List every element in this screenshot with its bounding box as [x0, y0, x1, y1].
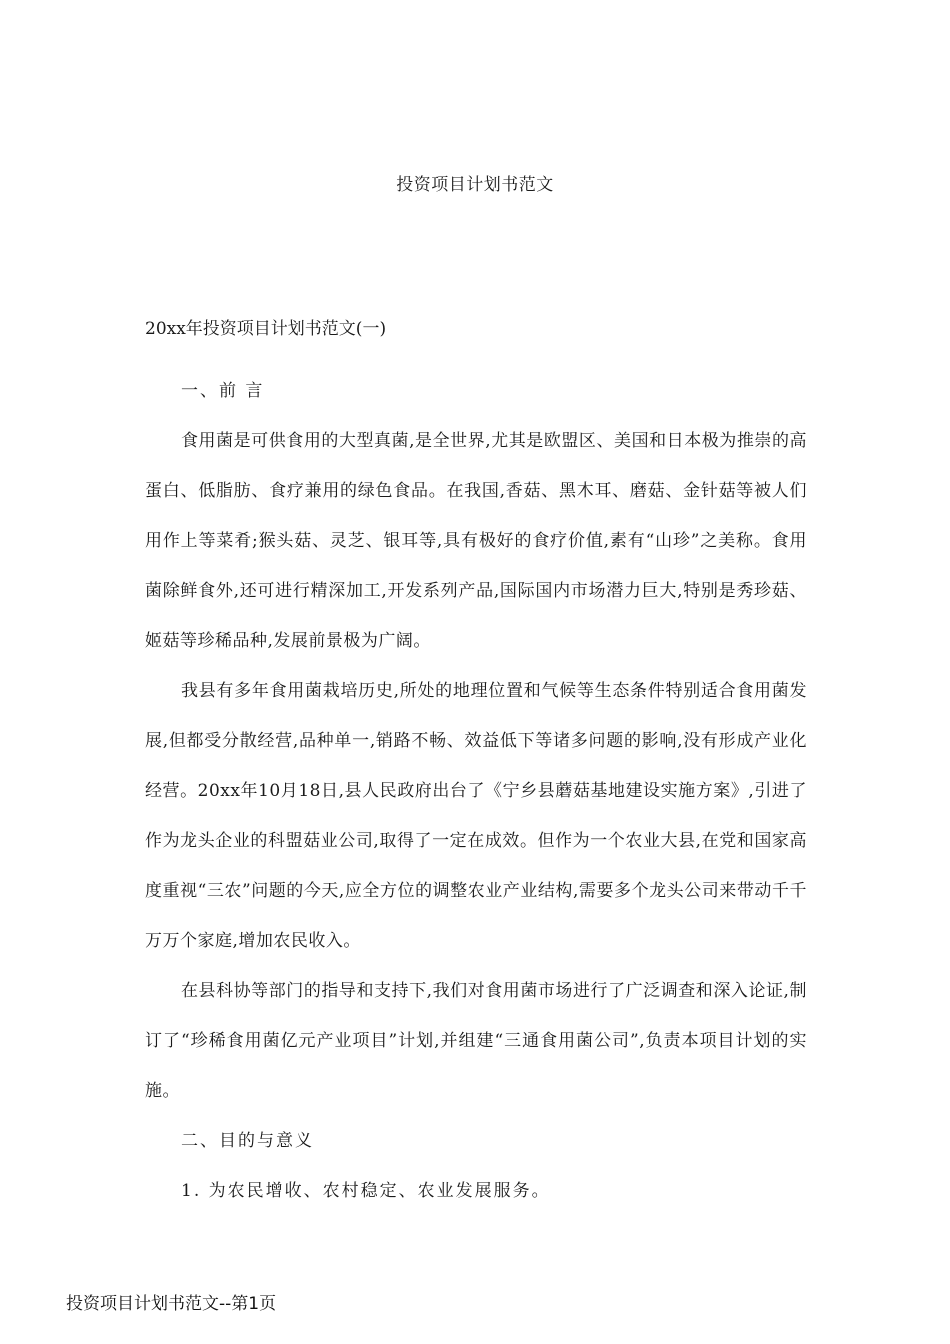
list-item-1: 1. 为农民增收、农村稳定、农业发展服务。: [181, 1181, 551, 1201]
heading-purpose: 二、目的与意义: [181, 1131, 314, 1151]
section-title: 20xx年投资项目计划书范文(一): [145, 319, 387, 339]
document-title: 投资项目计划书范文: [396, 175, 554, 195]
page-footer: 投资项目计划书范文--第1页: [66, 1294, 277, 1314]
document-body: [145, 366, 807, 1216]
paragraph-1: 食用菌是可供食用的大型真菌,是全世界,尤其是欧盟区、美国和日本极为推崇的高蛋白、低脂肪、食疗兼用的绿色食品。在我国,香菇、黑木耳、磨菇、金针菇等被人们用作上等菜肴;猴头菇、灵芝、银耳等,具有极好的食疗价值,素有“山珍”之美称。食用菌除鲜食外,还可进行精深加工,开发系列产品,国际国内市场潜力巨大,特别是秀珍菇、姬菇等珍稀品种,发展前景极为广阔。: [145, 431, 807, 651]
paragraph-3: 在县科协等部门的指导和支持下,我们对食用菌市场进行了广泛调查和深入论证,制订了“珍稀食用菌亿元产业项目”计划,并组建“三通食用菌公司”,负责本项目计划的实施。: [145, 981, 807, 1101]
paragraph-2: 我县有多年食用菌栽培历史,所处的地理位置和气候等生态条件特别适合食用菌发展,但都受分散经营,品种单一,销路不畅、效益低下等诸多问题的影响,没有形成产业化经营。20xx年10月18日,县人民政府出台了《宁乡县蘑菇基地建设实施方案》,引进了作为龙头企业的科盟菇业公司,取得了一定在成效。但作为一个农业大县,在党和国家高度重视“三农”问题的今天,应全方位的调整农业产业结构,需要多个龙头公司来带动千千万万个家庭,增加农民收入。: [145, 681, 807, 951]
heading-preface: 一、前 言: [181, 381, 265, 401]
